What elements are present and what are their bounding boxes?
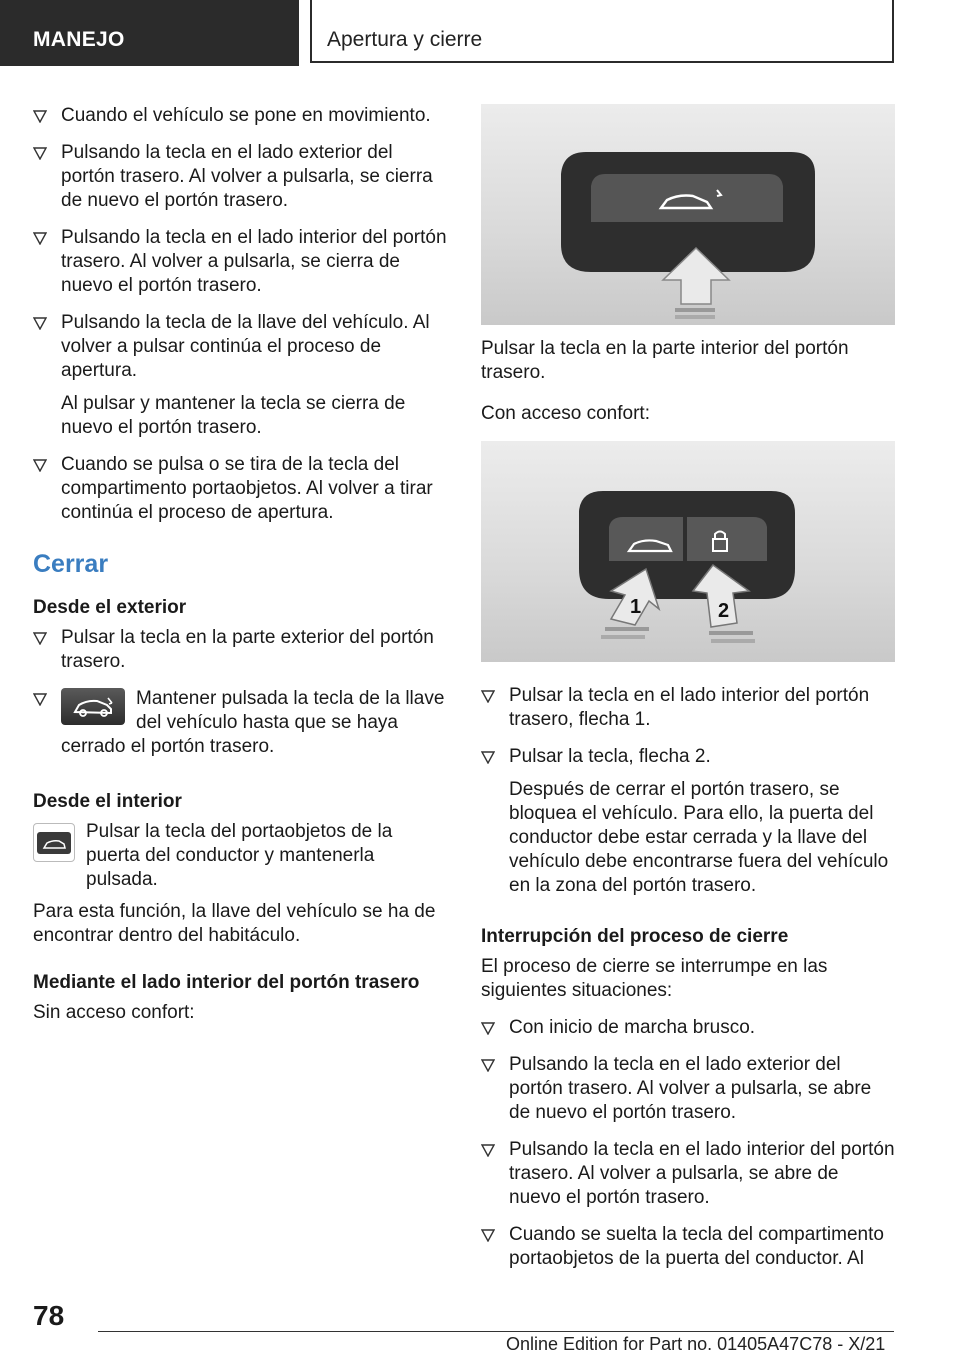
list-item-text: Pulsando la tecla en el lado interior del portón trasero. Al volver a pulsarla, se abre de nuevo el portón trasero.	[509, 1139, 895, 1208]
subheading-inner-side: Mediante el lado interior del portón trasero	[33, 972, 420, 993]
bullet-triangle-icon	[33, 316, 47, 330]
tailgate-button-photo	[481, 104, 895, 325]
interior-text: Pulsar la tecla del portaobjetos de la puerta del conductor y mantenerla pulsada.	[86, 821, 393, 890]
list-item-subtext: Al pulsar y mantener la tecla se cierra de nuevo el portón trasero.	[61, 393, 406, 438]
list-item-text: Pulsar la tecla en la parte exterior del portón trasero.	[61, 627, 434, 672]
bullet-triangle-icon	[33, 109, 47, 123]
list-item-text: Pulsando la tecla en el lado exterior del portón trasero. Al volver a pulsarla, se abre de nuevo el portón trasero.	[509, 1054, 872, 1123]
list-item	[481, 1016, 895, 1040]
list-item-subtext: Después de cerrar el portón trasero, se bloquea el vehículo. Para ello, la puerta del conductor debe estar cerrada y la llave del vehículo debe encontrarse fuera del vehículo en la zona del portón trasero.	[509, 779, 889, 896]
right-column	[481, 104, 895, 1284]
chapter-title: Apertura y cierre	[327, 28, 483, 51]
subheading-exterior: Desde el exterior	[33, 597, 187, 618]
left-column	[33, 104, 447, 1038]
bullet-triangle-icon	[481, 750, 495, 764]
list-item	[33, 453, 447, 525]
list-item	[33, 311, 447, 383]
chapter-tab	[310, 0, 894, 63]
list-item	[481, 1223, 895, 1271]
bullet-triangle-icon	[481, 689, 495, 703]
bullet-triangle-icon	[33, 231, 47, 245]
list-item	[33, 626, 447, 674]
caption-no-comfort: Pulsar la tecla en la parte interior del portón trasero.	[481, 338, 849, 383]
bullet-triangle-icon	[33, 631, 47, 645]
list-item	[33, 226, 447, 298]
list-item-text: Cuando el vehículo se pone en movimiento.	[61, 105, 431, 126]
interior-note: Para esta función, la llave del vehículo se ha de encontrar dentro del habitáculo.	[33, 901, 436, 946]
door-tailgate-button-icon	[33, 823, 75, 862]
list-item-text: Cuando se suelta la tecla del compartimento portaobjetos de la puerta del conductor. Al	[509, 1224, 884, 1269]
list-item	[481, 745, 895, 769]
list-item-text: Pulsar la tecla en el lado interior del portón trasero, flecha 1.	[509, 685, 870, 730]
list-item-text: Pulsando la tecla de la llave del vehículo. Al volver a pulsar continúa el proceso de apertura.	[61, 312, 430, 381]
bullet-triangle-icon	[481, 1058, 495, 1072]
interior-instruction	[33, 820, 447, 892]
bullet-triangle-icon	[33, 692, 47, 706]
bullet-triangle-icon	[481, 1143, 495, 1157]
footer-divider	[98, 1331, 894, 1332]
arrow-label-2: 2	[718, 600, 730, 622]
comfort-label: Con acceso confort:	[481, 403, 650, 424]
list-item-text: Con inicio de marcha brusco.	[509, 1017, 756, 1038]
list-item-text: Mantener pulsada la tecla de la llave del vehículo hasta que se haya cerrado el portón trasero.	[61, 688, 445, 757]
comfort-buttons-photo	[481, 441, 895, 662]
list-item-text: Pulsar la tecla, flecha 2.	[509, 746, 711, 767]
list-item	[33, 687, 447, 759]
section-title: MANEJO	[33, 28, 125, 51]
no-comfort-label: Sin acceso confort:	[33, 1002, 195, 1023]
tailgate-key-icon	[61, 688, 125, 725]
list-item	[481, 1138, 895, 1210]
subheading-interior: Desde el interior	[33, 791, 182, 812]
list-item-text: Pulsando la tecla en el lado exterior del portón trasero. Al volver a pulsarla, se cierra de nuevo el portón trasero.	[61, 142, 433, 211]
list-item	[481, 1053, 895, 1125]
bullet-triangle-icon	[33, 458, 47, 472]
bullet-triangle-icon	[481, 1021, 495, 1035]
interrupt-text: El proceso de cierre se interrumpe en las siguientes situaciones:	[481, 956, 828, 1001]
section-tab	[0, 0, 299, 66]
list-item-text: Cuando se pulsa o se tira de la tecla del compartimento portaobjetos. Al volver a tirar continúa el proceso de apertura.	[61, 454, 433, 523]
list-item	[33, 104, 447, 128]
edition-text: Online Edition for Part no. 01405A47C78 - X/21	[506, 1334, 886, 1354]
bullet-triangle-icon	[33, 146, 47, 160]
page-number: 78	[33, 1300, 65, 1331]
list-item	[33, 141, 447, 213]
arrow-label-1: 1	[630, 596, 642, 618]
subheading-interrupt: Interrupción del proceso de cierre	[481, 926, 789, 947]
bullet-triangle-icon	[481, 1228, 495, 1242]
list-item-text: Pulsando la tecla en el lado interior del portón trasero. Al volver a pulsarla, se cierra de nuevo el portón trasero.	[61, 227, 447, 296]
list-item	[481, 684, 895, 732]
section-heading: Cerrar	[33, 550, 109, 578]
